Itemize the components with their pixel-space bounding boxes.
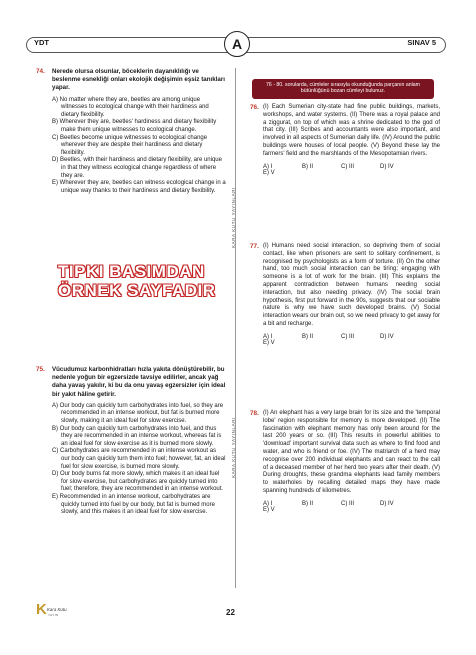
choice-c[interactable]: C) III [341, 333, 354, 340]
choice-d[interactable]: D) IV [380, 333, 394, 340]
side-publisher-text: KARA KUTU YAYINLARI [231, 187, 236, 248]
option-a[interactable]: A) No matter where they are, beetles are among unique witnesses to ecological change with their hardiness and dietary flexibility. [52, 96, 209, 118]
question-76 [250, 104, 440, 176]
logo-mark: K [36, 601, 47, 618]
logo-subtitle: YAYIN [48, 613, 59, 617]
choice-c[interactable]: C) III [341, 163, 354, 170]
choice-e[interactable]: E) V [263, 506, 275, 513]
side-publisher-text: KARA KUTU YAYINLARI [231, 417, 236, 478]
question-number: 74. [36, 68, 45, 75]
instruction-banner [252, 79, 434, 99]
instruction-text: 76 - 80. sorularda, cümleler sırasıyla okunduğunda parçanın anlam bütünlüğünü bozan cümleyi bulunuz. [266, 82, 420, 95]
choice-a[interactable]: A) I [263, 500, 273, 507]
choice-a[interactable]: A) I [263, 333, 273, 340]
choice-c[interactable]: C) III [341, 500, 354, 507]
option-e[interactable]: E) Recommended in an intense workout, carbohydrates are quickly turned into fuel by our body, but fat is burned more slowly, and this makes it an ideal fuel for slow exercise. [52, 493, 215, 516]
option-d[interactable]: D) Beetles, with their hardiness and dietary flexibility, are unique in that they witness ecological change regardless of where they are. [52, 157, 222, 179]
option-e[interactable]: E) Wherever they are, beetles can witness ecological change in a unique way thanks to their hardiness and dietary flexibility. [52, 180, 226, 194]
exam-label: YDT [34, 38, 49, 47]
logo-name: Kara Kutu [47, 607, 67, 612]
choice-d[interactable]: D) IV [380, 500, 394, 507]
option-c[interactable]: C) Carbohydrates are recommended in an intense workout as our body can quickly turn them into fuel; however, fat, an ideal fuel for slow exercise, is burned more slowly. [52, 448, 226, 470]
question-number: 75. [36, 366, 45, 373]
answer-choices [250, 164, 440, 176]
choice-b[interactable]: B) II [302, 500, 314, 507]
option-b[interactable]: B) Our body can quickly turn carbohydrates into fuel, and thus they are recommended in an intense workout, whereas fat is an ideal fuel for slow exercise as it is burned more slowly. [52, 425, 222, 447]
choice-b[interactable]: B) II [302, 163, 314, 170]
question-75 [38, 366, 226, 517]
choice-e[interactable]: E) V [263, 169, 275, 176]
question-78 [250, 410, 440, 513]
exam-number: SINAV 5 [407, 38, 436, 47]
option-c[interactable]: C) Beetles become unique witnesses to ecological change wherever they are despite their hardiness and dietary flexibility. [52, 134, 208, 156]
answer-choices [250, 334, 440, 346]
stamp-line-2: ÖRNEK SAYFADIR [58, 281, 216, 300]
option-a[interactable]: A) Our body can quickly turn carbohydrates into fuel, so they are recommended in an intense workout, but fat is burned more slowly, making it an ideal fuel for slow exercise. [52, 402, 224, 424]
sample-page-stamp [58, 262, 216, 302]
question-number: 76. [250, 104, 259, 111]
option-b[interactable]: B) Wherever they are, beetles' hardiness and dietary flexibility make them unique witnesses to ecological change. [52, 119, 217, 133]
question-number: 78. [250, 410, 259, 417]
question-stem: Nerede olursa olsunlar, böceklerin dayanıklılığı ve beslenme esnekliği onları ekolojik değişimin eşsiz tanıkları yapar. [52, 68, 225, 92]
question-passage: (I) Humans need social interaction, so depriving them of social contact, like when prisoners are sent to solitary confinement, is recognised by psychologists as a form of torture. (II) On the other hand, too much social interaction can be tiring; engaging with someone is a lot of work for the brain. (III) This explains the apparent contradiction between humans needing social interaction, but also needing privacy. (IV) The social brain hypothesis, first put forward in the 90s, suggests that our sociable nature is why we have such developed brains. (V) Social interaction wears our brain out, so we need privacy to get away for a bit and recharge. [263, 243, 440, 327]
question-stem: Vücudumuz karbonhidratları hızla yakıta dönüştürebilir, bu nedenle yoğun bir egzersizde tavsiye edilirler, ancak yağ daha yavaş yakılır, ki bu da onu yavaş egzersizler için ideal bir yakıt hâline getirir. [52, 366, 226, 398]
choice-b[interactable]: B) II [302, 333, 314, 340]
question-77 [250, 243, 440, 346]
page-number: 22 [226, 608, 235, 617]
booklet-badge: A [224, 31, 250, 57]
column-divider [235, 68, 236, 588]
publisher-logo [36, 601, 76, 623]
question-74 [38, 68, 226, 195]
choice-a[interactable]: A) I [263, 163, 273, 170]
question-passage: (I) An elephant has a very large brain for its size and the 'temporal lobe' region responsible for memory is more developed. (II) The fascination with elephant memory has only been around for the last 200 years or so. (III) This results in powerful abilities to 'download' important survival data such as where to find food and water, and who is friend or foe. (IV) The matriarch of a herd may recognise over 200 individual elephants and can react to the call of a deceased member of her herd two years after their death. (V) During droughts, these grandma elephants lead family members to waterholes by recalling detailed maps they have made spanning hundreds of kilometres. [263, 410, 440, 494]
question-number: 77. [250, 243, 259, 250]
choice-e[interactable]: E) V [263, 339, 275, 346]
option-d[interactable]: D) Our body burns fat more slowly, which makes it an ideal fuel for slow exercise, but carbohydrates are quickly turned into fuel; therefore, they are recommended in an intense workout. [52, 471, 224, 493]
choice-d[interactable]: D) IV [380, 163, 394, 170]
answer-choices [250, 501, 440, 513]
question-passage: (I) Each Sumerian city-state had fine public buildings, markets, workshops, and water systems. (II) There was a royal palace and a ziggurat, on top of which was a shrine dedicated to the god of that city. (III) Scribes and accountants were also important, and involved in all aspects of Sumerian daily life. (IV) Around the public buildings were houses of local people. (V) Beyond these lay the farmers' field and the marshlands of the Mesopotamian rivers. [263, 104, 440, 157]
stamp-line-1: TIPKI BASIMDAN [58, 262, 205, 281]
